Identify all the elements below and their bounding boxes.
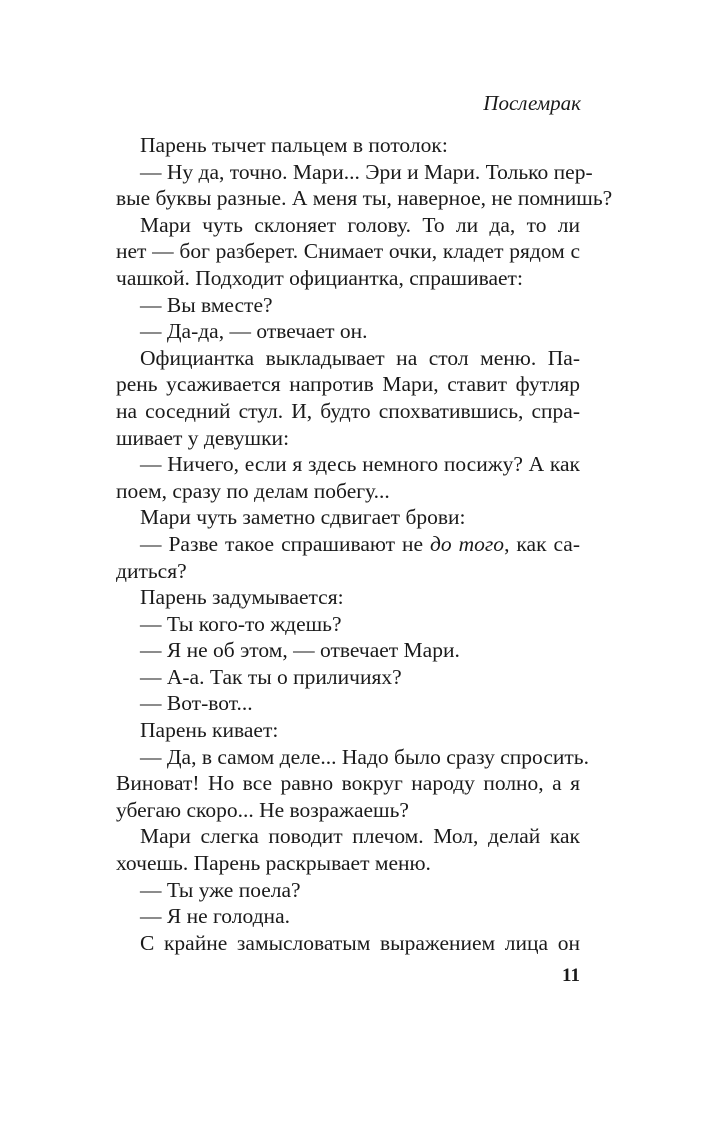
text-run: , как са-: [504, 531, 580, 556]
text-line: — Ты уже поела?: [140, 877, 301, 902]
text-line: убегаю скоро... Не возражаешь?: [116, 797, 409, 822]
text-run: — Разве такое спрашивают не: [140, 531, 431, 556]
text-line: Виноват! Но все равно вокруг народу полно, а я: [116, 771, 580, 796]
text-line: Мари чуть заметно сдвигает брови:: [140, 505, 466, 530]
text-line: С крайне замысловатым выражением лица он: [140, 930, 580, 955]
page-number: 11: [562, 965, 580, 986]
text-line: — Я не об этом, — отвечает Мари.: [140, 638, 460, 663]
text-line: — Ты кого-то ждешь?: [140, 611, 342, 636]
text-line: нет — бог разберет. Снимает очки, кладет рядом с: [116, 239, 580, 264]
text-line: Парень кивает:: [140, 718, 279, 743]
text-line: вые буквы разные. А меня ты, наверное, не помнишь?: [116, 186, 613, 211]
text-line: — Вы вместе?: [140, 292, 273, 317]
running-head: Послемрак: [483, 91, 581, 115]
text-line: — Да-да, — отвечает он.: [140, 319, 368, 344]
text-line: Официантка выкладывает на стол меню. Па-: [140, 345, 580, 370]
text-line: — Ну да, точно. Мари... Эри и Мари. Только пер-: [140, 159, 593, 184]
body-text: [116, 132, 613, 956]
text-line: диться?: [116, 558, 187, 583]
text-line: поем, сразу по делам побегу...: [116, 478, 390, 503]
text-line: на соседний стул. И, будто спохватившись, спра-: [116, 398, 580, 423]
text-line: — Да, в самом деле... Надо было сразу спросить.: [140, 744, 589, 769]
text-line: — Ничего, если я здесь немного посижу? А как: [140, 452, 580, 477]
text-line: Мари чуть склоняет голову. То ли да, то ли: [140, 212, 580, 237]
text-line: рень усаживается напротив Мари, ставит футляр: [116, 372, 580, 397]
text-line: чашкой. Подходит официантка, спрашивает:: [116, 265, 523, 290]
text-line: хочешь. Парень раскрывает меню.: [116, 851, 431, 876]
text-line: [116, 531, 580, 558]
text-line: Парень задумывается:: [140, 585, 344, 610]
text-line: — А-а. Так ты о приличиях?: [140, 664, 402, 689]
text-line: Мари слегка поводит плечом. Мол, делай как: [140, 824, 580, 849]
text-line: Парень тычет пальцем в потолок:: [140, 133, 448, 157]
text-line: — Вот-вот...: [140, 691, 253, 716]
text-line: шивает у девушки:: [116, 425, 290, 450]
emphasis-run: до того: [430, 531, 505, 556]
text-line: — Я не голодна.: [140, 904, 290, 929]
